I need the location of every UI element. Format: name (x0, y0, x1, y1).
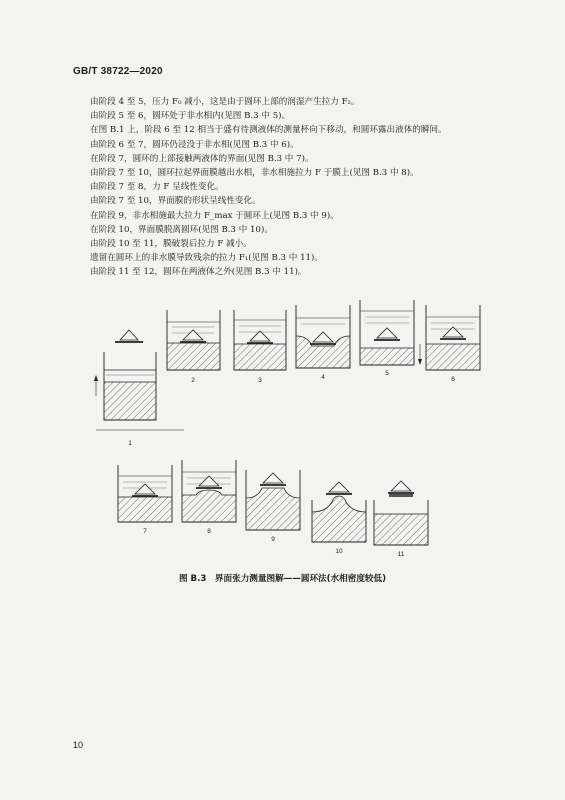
stage-label-9: 9 (271, 536, 275, 543)
text-line: 由阶段 11 至 12，圆环在两液体之外(见图 B.3 中 11)。 (90, 267, 307, 278)
text-line: 由阶段 7 至 10，圆环拉起界面膜越出水相，非水相施拉力 F 于膜上(见图 B.3 中 8)。 (90, 167, 419, 178)
stage-diagram-5 (360, 300, 414, 365)
stage-label-7: 7 (143, 528, 147, 535)
stage-diagram-9 (246, 470, 300, 530)
standard-number-header: GB/T 38722—2020 (73, 66, 163, 77)
text-line: 由阶段 10 至 11，膜破裂后拉力 F 减小。 (90, 238, 252, 249)
page-number: 10 (73, 740, 84, 750)
text-line: 在阶段 7，圆环的上部接触两液体的界面(见图 B.3 中 7)。 (90, 153, 314, 164)
stage-label-10: 10 (335, 548, 343, 555)
text-line: 由阶段 4 至 5，压力 F₀ 减小，这是由于圆环上部的润湿产生拉力 F₂。 (90, 97, 360, 107)
text-line: 在阶段 9，非水相施最大拉力 F_max 于圆环上(见图 B.3 中 9)。 (90, 210, 339, 221)
stage-diagram-8 (182, 460, 236, 522)
stage-label-11: 11 (397, 551, 405, 558)
text-line: 在阶段 10，界面膜脱离圆环(见图 B.3 中 10)。 (90, 224, 273, 235)
stage-diagram-3 (234, 310, 286, 370)
text-line: 由阶段 5 至 6，圆环处于非水相内(见图 B.3 中 5)。 (90, 111, 291, 122)
stage-diagram-2 (167, 310, 220, 370)
stage-label-1: 1 (128, 440, 132, 447)
text-line: 由阶段 7 至 10，界面膜的形状呈线性变化。 (90, 196, 261, 207)
stage-label-6: 6 (451, 376, 455, 383)
stage-label-3: 3 (258, 377, 262, 384)
stage-label-5: 5 (385, 370, 389, 377)
stage-diagram-4 (296, 305, 350, 368)
stage-diagram-10 (312, 482, 366, 542)
text-line: 由阶段 6 至 7，圆环仍浸没于非水相(见图 B.3 中 6)。 (90, 139, 299, 150)
stage-label-8: 8 (207, 528, 211, 535)
figure-caption: 图 B.3 界面张力测量图解——圆环法(水相密度较低) (178, 574, 387, 584)
text-line: 在图 B.1 上，阶段 6 至 12 相当于盛有待测液体的测量杯向下移动，和圆环露出液体的瞬间。 (90, 125, 447, 136)
stage-label-2: 2 (191, 377, 195, 384)
stage-diagram-7 (118, 465, 172, 522)
stage-label-4: 4 (321, 374, 325, 381)
stage-diagram-11 (374, 481, 428, 545)
text-line: 遗留在圆环上的非水膜导致残余的拉力 F₁(见图 B.3 中 11)。 (90, 253, 323, 264)
stage-diagram-6 (418, 305, 480, 370)
text-line: 由阶段 7 至 8，力 F 呈线性变化。 (90, 182, 224, 193)
